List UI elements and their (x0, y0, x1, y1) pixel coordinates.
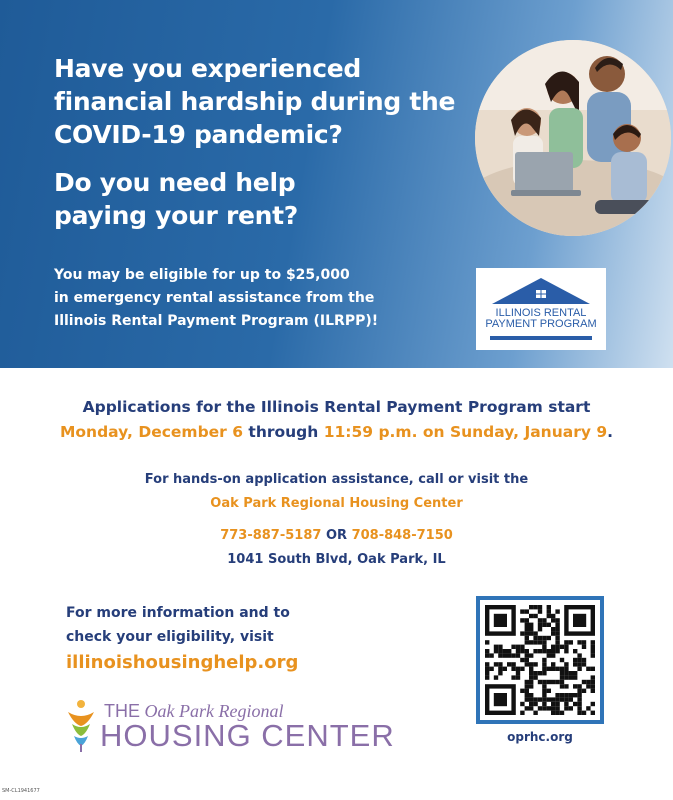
through-word: through (243, 423, 324, 441)
details-section (0, 368, 673, 800)
assistance-intro: For hands-on application assistance, call or visit the (144, 472, 529, 487)
application-intro: Applications for the Illinois Rental Payment Program start (82, 398, 591, 416)
start-date: Monday, December 6 (59, 423, 244, 441)
phone-numbers (0, 528, 673, 543)
eligibility-line-3: Illinois Rental Payment Program (ILRPP)! (54, 313, 379, 329)
housing-center-name: Oak Park Regional Housing Center (210, 496, 463, 511)
phone-or: OR (325, 528, 348, 543)
logo-the: THE (104, 701, 140, 721)
phone-2[interactable]: 708-848-7150 (351, 528, 453, 543)
eligibility-text (54, 264, 454, 333)
ilrpp-logo-line-2: PAYMENT PROGRAM (485, 318, 597, 330)
more-info-line-2: check your eligibility, visit (66, 629, 274, 645)
footer-code: SM-CL1941677 (2, 788, 40, 794)
end-date: 11:59 p.m. on Sunday, January 9 (323, 423, 608, 441)
application-dates (0, 423, 673, 441)
housing-center-logo-icon (64, 698, 98, 752)
logo-oak-park-regional: Oak Park Regional (144, 701, 284, 721)
more-info-text (66, 601, 396, 649)
ilrpp-logo-bar (490, 336, 592, 340)
website-link[interactable]: illinoishousinghelp.org (66, 652, 299, 673)
logo-housing-center: HOUSING CENTER (100, 718, 395, 753)
qr-url[interactable]: oprhc.org (507, 730, 573, 744)
ilrpp-logo-line-1: ILLINOIS RENTAL (495, 307, 587, 319)
more-info-line-1: For more information and to (66, 605, 290, 621)
eligibility-line-1: You may be eligible for up to $25,000 (54, 267, 350, 283)
phone-1[interactable]: 773-887-5187 (220, 528, 322, 543)
date-period: . (607, 423, 614, 441)
hero-banner (0, 0, 673, 368)
heading-rent-help: Do you need help paying your rent? (54, 168, 298, 230)
heading-hardship: Have you experienced financial hardship during the COVID-19 pandemic? (54, 54, 456, 149)
ilrpp-logo (476, 268, 606, 350)
qr-code[interactable] (476, 596, 604, 724)
family-photo (475, 40, 671, 236)
address: 1041 South Blvd, Oak Park, IL (227, 552, 446, 567)
eligibility-line-2: in emergency rental assistance from the (54, 290, 375, 306)
